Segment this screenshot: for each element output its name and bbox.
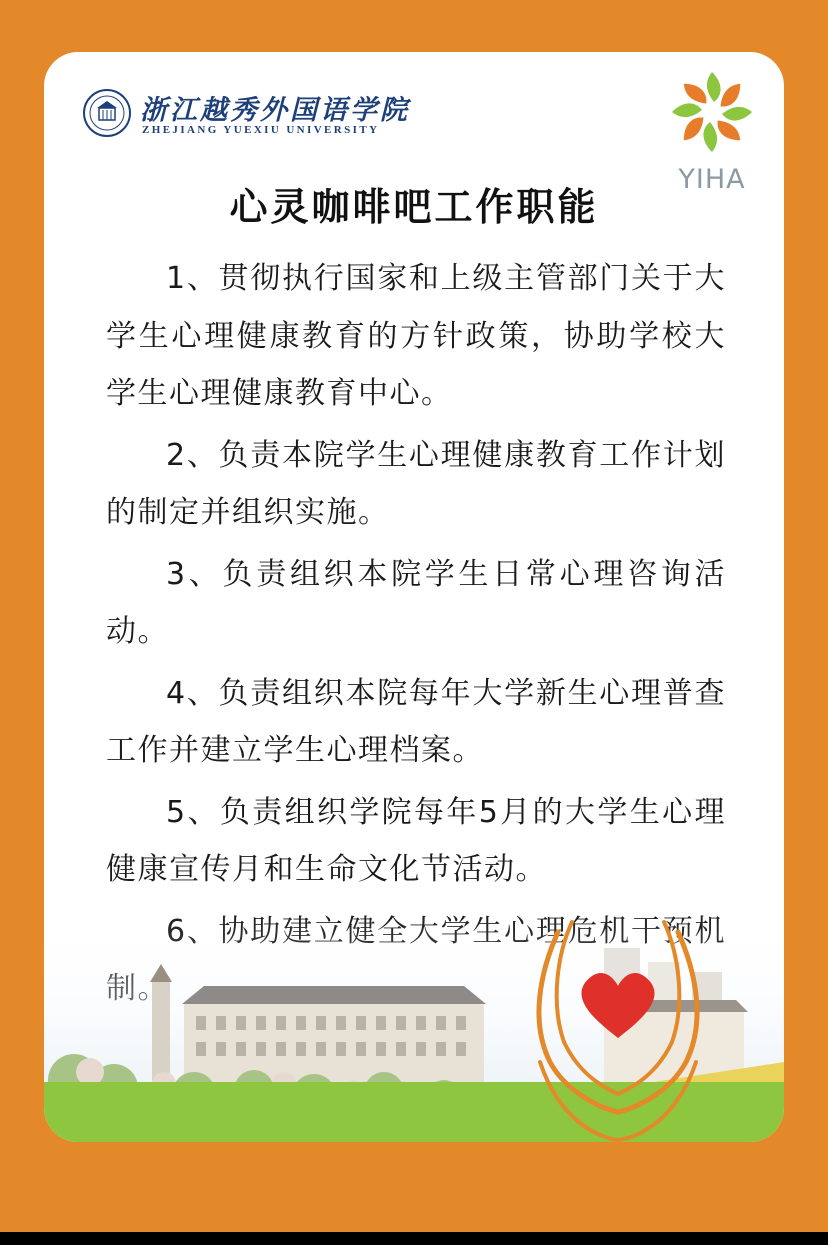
duty-item-3: 3、负责组织本院学生日常心理咨询活动。 [106, 556, 726, 649]
duty-list [106, 250, 726, 1022]
poster-card [44, 52, 784, 1142]
duty-item-4: 4、负责组织本院每年大学新生心理普查工作并建立学生心理档案。 [106, 675, 726, 768]
yiha-leaf-wreath-icon [670, 66, 754, 162]
duty-item-2: 2、负责本院学生心理健康教育工作计划的制定并组织实施。 [106, 437, 726, 530]
page-title: 心灵咖啡吧工作职能 [229, 185, 599, 229]
university-header [82, 88, 410, 148]
duty-item-5: 5、负责组织学院每年5月的大学生心理健康宣传月和生命文化节活动。 [106, 794, 726, 887]
duty-item-1: 1、贯彻执行国家和上级主管部门关于大学生心理健康教育的方针政策，协助学校大学生心理健康教育中心。 [106, 261, 726, 411]
university-name-en: ZHEJIANG YUEXIU UNIVERSITY [142, 124, 380, 136]
hands-holding-heart-icon [500, 912, 740, 1142]
campus-scene [44, 912, 784, 1142]
yiha-logo-text: YIHA [678, 164, 746, 195]
university-seal-icon [82, 88, 132, 138]
university-name-cn: 浙江越秀外国语学院 [140, 95, 410, 126]
